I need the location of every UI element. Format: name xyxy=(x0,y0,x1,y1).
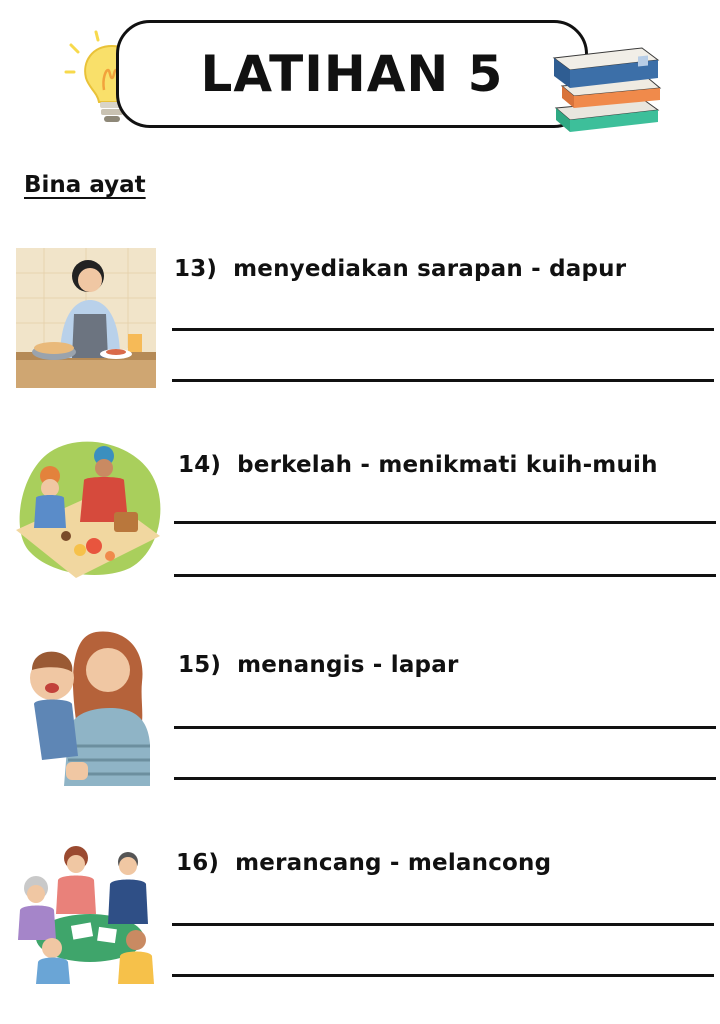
section-subtitle: Bina ayat xyxy=(24,172,146,198)
answer-line[interactable] xyxy=(174,726,716,729)
question-text-14 xyxy=(178,452,658,478)
question-prompt: menyediakan sarapan - dapur xyxy=(233,256,627,282)
answer-line[interactable] xyxy=(174,777,716,780)
answer-line[interactable] xyxy=(172,328,714,331)
answer-line[interactable] xyxy=(172,379,714,382)
title-banner xyxy=(116,20,588,128)
question-item-15 xyxy=(0,626,720,796)
question-item-14 xyxy=(0,432,720,602)
answer-line[interactable] xyxy=(174,521,716,524)
family-planning-illustration xyxy=(16,844,156,984)
answer-line[interactable] xyxy=(174,574,716,577)
question-prompt: berkelah - menikmati kuih-muih xyxy=(237,452,658,478)
answer-line[interactable] xyxy=(172,974,714,977)
question-text-13 xyxy=(174,256,626,282)
mother-crying-baby-illustration xyxy=(18,626,158,786)
answer-line[interactable] xyxy=(172,923,714,926)
question-text-15 xyxy=(178,652,459,678)
question-prompt: menangis - lapar xyxy=(237,652,459,678)
question-prompt: merancang - melancong xyxy=(235,850,552,876)
family-picnic-illustration xyxy=(10,432,164,582)
page-title: LATIHAN 5 xyxy=(200,45,504,103)
question-number: 14) xyxy=(178,452,222,478)
question-number: 16) xyxy=(176,850,220,876)
question-item-16 xyxy=(0,836,720,1006)
question-text-16 xyxy=(176,850,551,876)
woman-cooking-illustration xyxy=(16,248,156,388)
question-item-13 xyxy=(0,240,720,410)
book-stack-icon xyxy=(548,38,666,134)
question-number: 13) xyxy=(174,256,218,282)
question-number: 15) xyxy=(178,652,222,678)
